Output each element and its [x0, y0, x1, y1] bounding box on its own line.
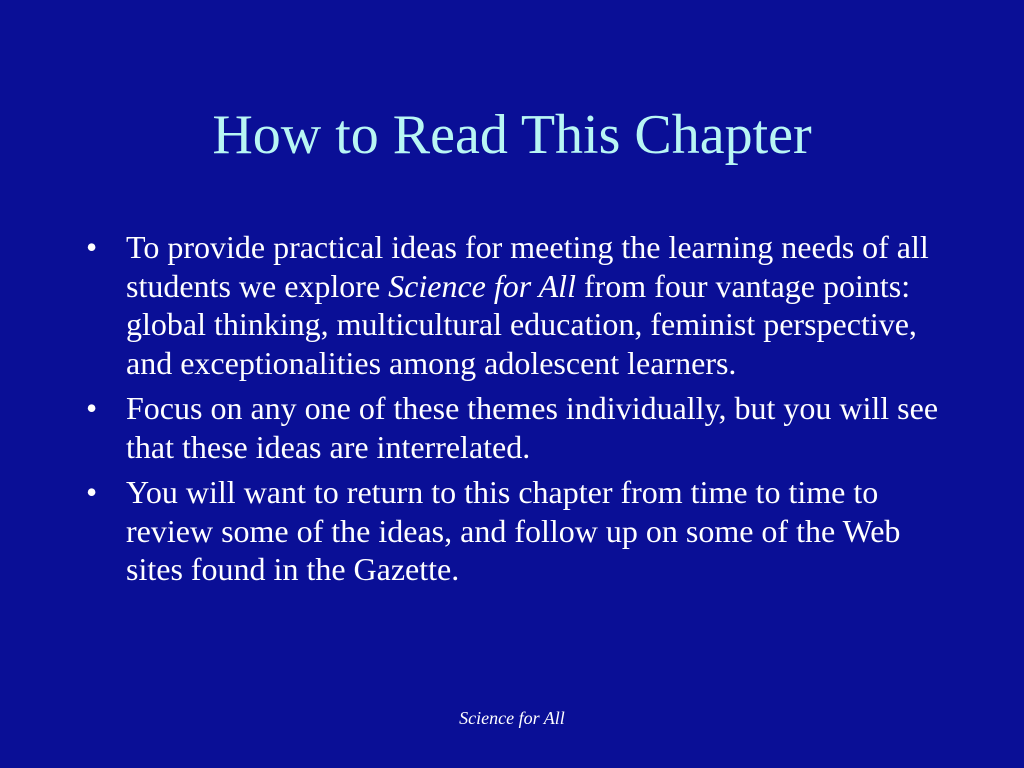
bullet-item — [86, 228, 952, 382]
bullet-text-italic-title: Science for All — [388, 267, 576, 304]
bullet-icon: • — [86, 390, 98, 426]
bullet-text: Focus on any one of these themes individually, but you will see that these ideas are interrelated. — [126, 390, 939, 465]
bullet-text-start: To provide practical ideas for meeting the learning needs of all students we explore — [126, 229, 929, 304]
bullet-list — [86, 228, 952, 596]
bullet-item — [86, 473, 952, 589]
bullet-icon: • — [86, 474, 98, 510]
bullet-text — [126, 229, 929, 381]
slide-footer: Science for All — [459, 708, 565, 728]
bullet-text-end: from four vantage points: global thinking, multicultural education, feminist perspective, and exceptionalities among adolescent learners. — [126, 267, 917, 381]
bullet-icon: • — [86, 229, 98, 265]
slide-title: How to Read This Chapter — [212, 104, 812, 166]
bullet-text: You will want to return to this chapter from time to time to review some of the ideas, and follow up on some of the Web sites found in the Gazette. — [126, 474, 901, 587]
bullet-item — [86, 389, 952, 466]
